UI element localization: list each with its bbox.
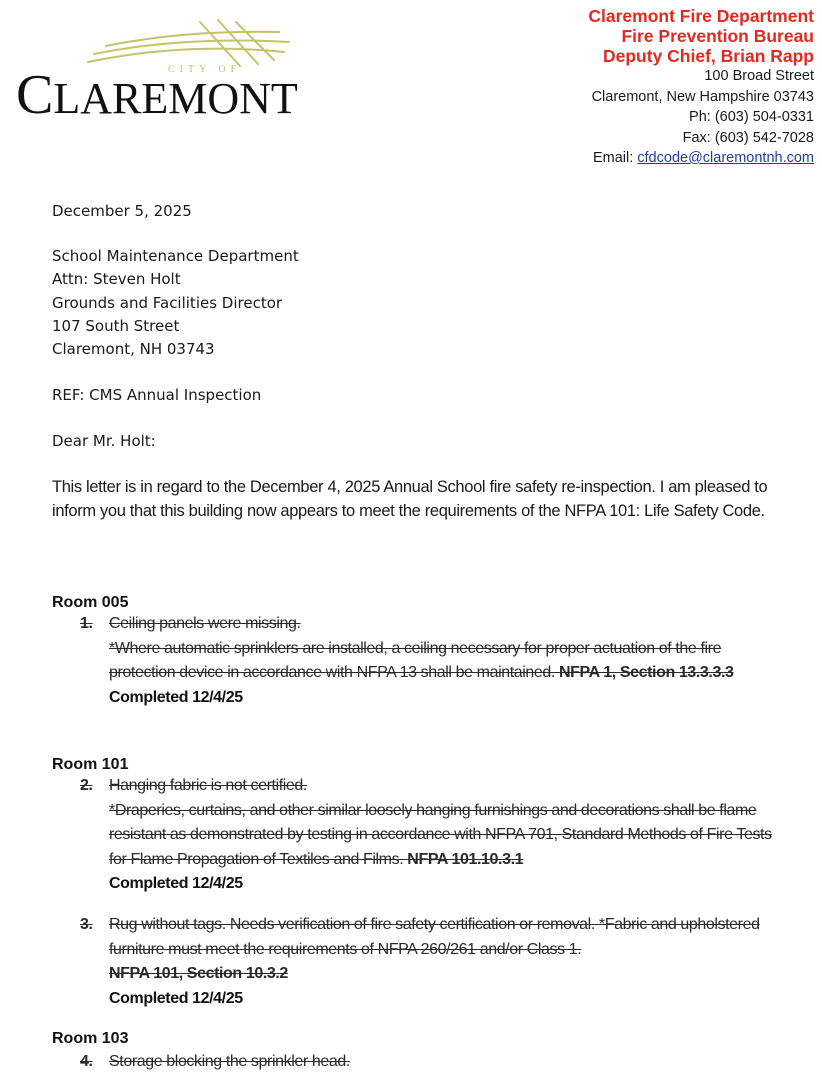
room-title: Room 005	[52, 594, 129, 611]
item-note-block	[109, 637, 789, 686]
street-address: 100 Broad Street	[704, 68, 814, 84]
logo-city-of-text: CITY OF	[168, 64, 242, 75]
reference-line: REF: CMS Annual Inspection	[52, 386, 262, 404]
recipient-line: School Maintenance Department	[52, 247, 299, 265]
letterhead	[588, 6, 814, 169]
item-issue: Ceiling panels were missing.	[109, 615, 301, 632]
item-note: *Fabric and upholstered furniture must meet the requirements of NFPA 260/261 and/or Class 1.	[109, 916, 760, 958]
item-code: NFPA 101, Section 10.3.2	[109, 965, 288, 982]
item-status: Completed 12/4/25	[109, 688, 243, 706]
item-code: NFPA 1, Section 13.3.3.3	[559, 664, 734, 681]
item-issue: Hanging fabric is not certified.	[109, 777, 307, 794]
officer-name: Deputy Chief, Brian Rapp	[603, 46, 814, 66]
item-number: 1.	[80, 615, 93, 632]
inspection-item	[80, 913, 790, 1011]
letter-date: December 5, 2025	[52, 202, 192, 220]
recipient-line: 107 South Street	[52, 316, 180, 335]
bureau-name: Fire Prevention Bureau	[621, 26, 814, 46]
email-line	[588, 148, 814, 169]
logo-name-initial: C	[16, 64, 54, 126]
item-status: Completed 12/4/25	[109, 875, 243, 892]
item-note: *Where automatic sprinklers are installed, a ceiling necessary for proper actuation of the fire protection device in accordance with NFPA 13 shall be maintained.	[109, 639, 722, 681]
logo-swoosh-line	[200, 22, 240, 66]
city-of-claremont-logo	[14, 14, 314, 126]
phone-number: Ph: (603) 504-0331	[689, 109, 814, 125]
recipient-line: Claremont, NH 03743	[52, 340, 215, 359]
salutation: Dear Mr. Holt:	[52, 432, 156, 450]
inspection-item	[80, 612, 790, 710]
inspection-item	[80, 1050, 790, 1075]
item-number: 3.	[80, 916, 93, 933]
item-issue: Rug without tags. Needs verification of fire safety certification or removal.	[109, 916, 595, 933]
logo-name-rest: LAREMONT	[53, 74, 298, 123]
item-note: *Draperies, curtains, and other similar loosely hanging furnishings and decorations shall be flame resistant as demonstrated by testing in accordance with NFPA 701, Standard Methods of Fire Tests for Flame Propagation of Textiles and Films.	[109, 801, 772, 868]
department-name: Claremont Fire Department	[588, 6, 814, 26]
inspection-item	[80, 774, 790, 897]
email-link[interactable]: cfdcode@claremontnh.com	[637, 150, 814, 166]
item-number: 2.	[80, 777, 93, 794]
fax-number: Fax: (603) 542-7028	[682, 129, 814, 146]
item-issue: Storage blocking the sprinkler head.	[109, 1053, 350, 1070]
logo-swoosh-line	[218, 20, 258, 64]
recipient-line: Grounds and Facilities Director	[52, 293, 283, 312]
room-title: Room 101	[52, 756, 129, 773]
item-number: 4.	[80, 1053, 93, 1070]
item-issue-block	[109, 913, 789, 962]
item-status: Completed 12/4/25	[109, 989, 243, 1007]
recipient-line: Attn: Steven Holt	[52, 270, 181, 289]
room-title: Room 103	[52, 1030, 129, 1047]
item-note-block	[109, 799, 789, 873]
logo-swoosh-icon	[14, 14, 314, 74]
intro-paragraph: This letter is in regard to the December 4, 2025 Annual School fire safety re-inspection. I am pleased to inform you that this building now appears to meet the requirements of the NFPA 101: Life Safety Code.	[52, 478, 768, 520]
item-code: NFPA 101.10.3.1	[407, 850, 524, 868]
recipient-address	[52, 245, 299, 361]
city-state-zip: Claremont, New Hampshire 03743	[591, 88, 814, 105]
email-label: Email:	[592, 150, 638, 166]
